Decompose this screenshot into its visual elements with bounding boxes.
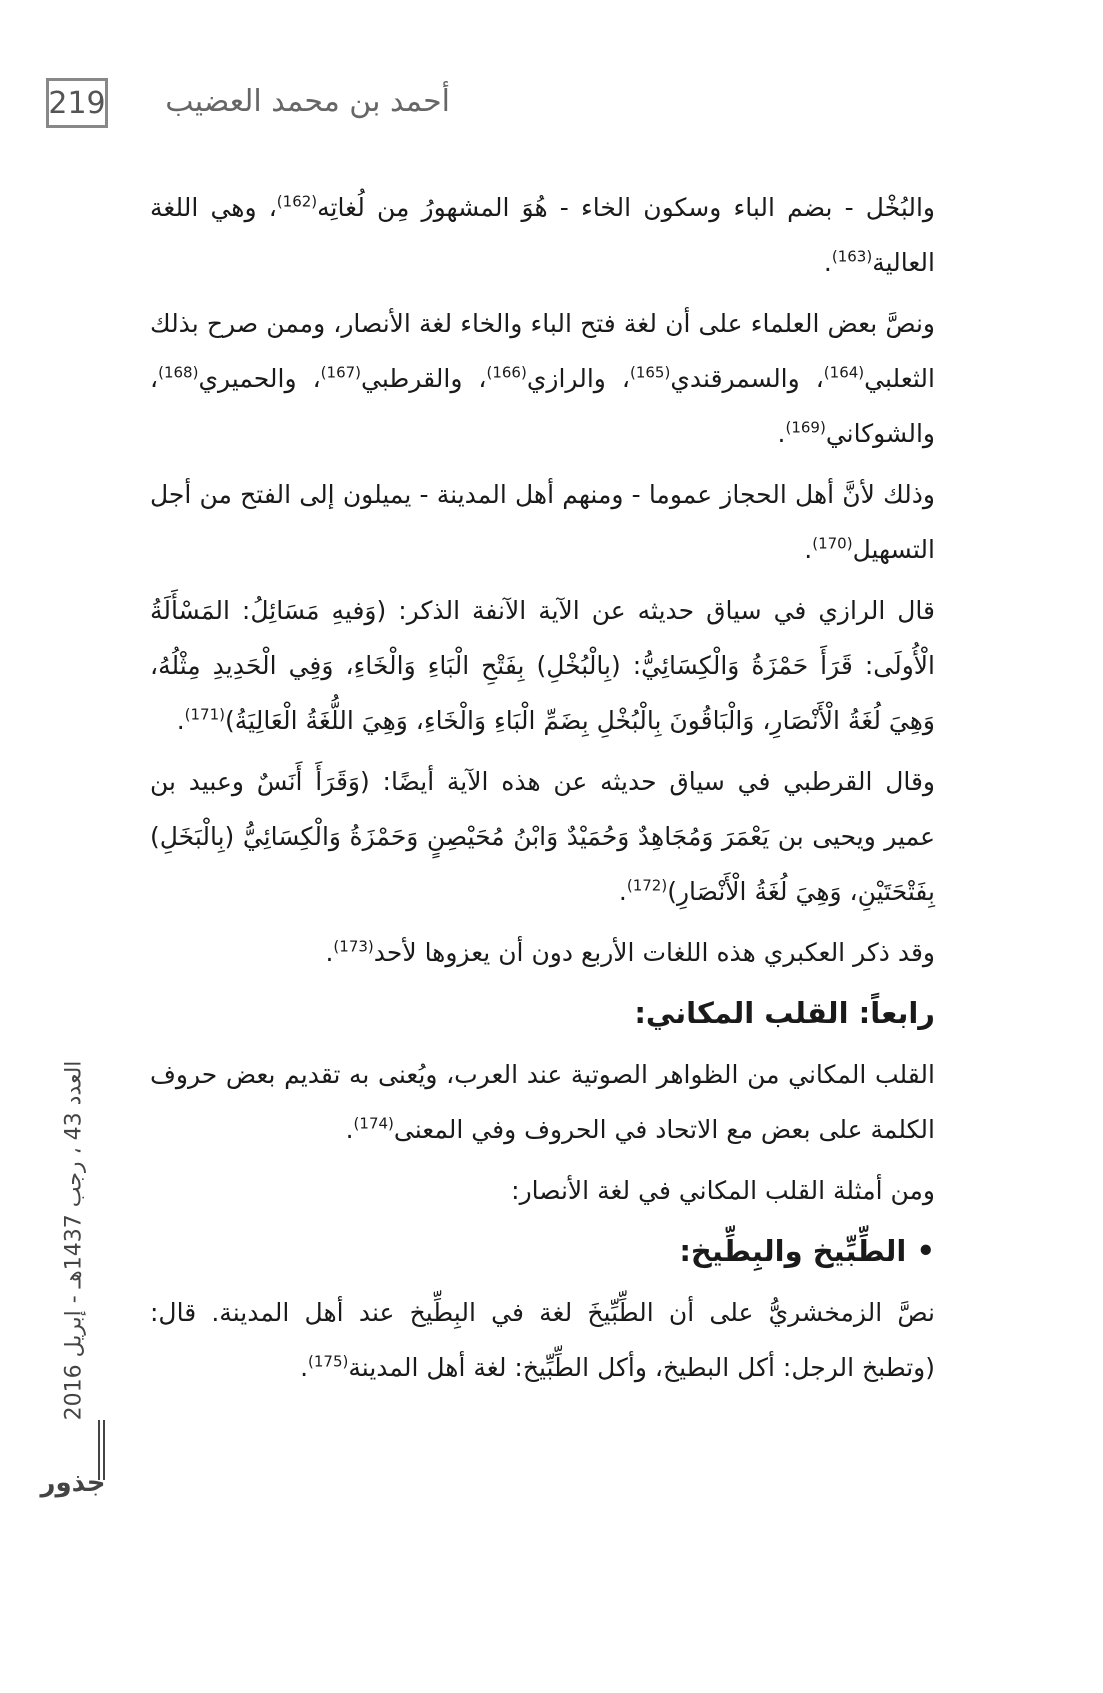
footnote-ref: (166) [486, 363, 527, 382]
running-header-author: أحمد بن محمد العضيب [165, 84, 450, 119]
footnote-ref: (162) [276, 192, 318, 211]
page-number: 219 [46, 78, 108, 128]
paragraph [150, 180, 935, 290]
paragraph [150, 467, 935, 577]
journal-logo: جذور [40, 1468, 106, 1498]
issue-info [44, 1040, 104, 1440]
text: ، والرازي [526, 364, 630, 393]
text: . [325, 938, 334, 967]
footnote-ref: (175) [308, 1352, 349, 1371]
footnote-ref: (164) [823, 363, 865, 382]
section-heading: رابعاً: القلب المكاني: [634, 996, 935, 1030]
footnote-ref: (169) [785, 418, 826, 437]
text: . [300, 1353, 309, 1382]
text: . [823, 248, 832, 277]
text: قال الرازي في سياق حديثه عن الآية الآنفة الذكر: (وَفيهِ مَسَائِلُ: المَسْأَلَةُ الْأُولَى: قَرَأَ حَمْزَةُ وَالْكِسَائِيُّ: (بِالْبُخْلِ) بِفَتْحِ الْبَاءِ وَالْخَاءِ، وَفِي الْحَدِيدِ مِثْلُهُ، وَهِيَ لُغَةُ الْأَنْصَارِ، وَالْبَاقُونَ بِالْبُخْلِ بِضَمِّ الْبَاءِ وَالْخَاءِ، وَهِيَ اللُّغَةُ الْعَالِيَةُ) [150, 596, 935, 735]
text: ، والشوكاني [150, 364, 935, 448]
footnote-ref: (172) [626, 876, 668, 895]
paragraph [150, 1285, 935, 1395]
footnote-ref: (173) [333, 937, 374, 956]
paragraph: ومن أمثلة القلب المكاني في لغة الأنصار: [511, 1176, 935, 1205]
text: ، وهي اللغة العالية [150, 193, 935, 277]
footnote-ref: (174) [353, 1114, 394, 1133]
text: . [804, 535, 813, 564]
footnote-ref: (168) [158, 363, 199, 382]
text: وقال القرطبي في سياق حديثه عن هذه الآية أيضًا: (وَقَرَأَ أَنَسٌ وعبيد بن عمير ويحيى بن يَعْمَرَ وَمُجَاهِدٌ وَحُمَيْدٌ وَابْنُ مُحَيْصِنٍ وَحَمْزَةُ وَالْكِسَائِيُّ (بِالْبَخَلِ) بِفَتْحَتَيْنِ، وَهِيَ لُغَةُ الْأَنْصَارِ) [150, 767, 935, 906]
footnote-ref: (165) [629, 363, 671, 382]
paragraph [150, 925, 935, 980]
issue-text: العدد 43 ، رجب 1437هـ - إبريل 2016 [61, 1060, 87, 1420]
paragraph [150, 583, 935, 748]
text: وقد ذكر العكبري هذه اللغات الأربع دون أن يعزوها لأحد [373, 938, 935, 967]
text: نصَّ الزمخشريُّ على أن الطِّبِّيخَ لغة في البِطِّيخ عند أهل المدينة. قال: (وتطبخ الرجل: أكل البطيخ، وأكل الطِّبِّيخ: لغة أهل المدينة [150, 1298, 935, 1382]
text: . [176, 706, 185, 735]
text: والبُخْل - بضم الباء وسكون الخاء - هُوَ المشهورُ مِن لُغاتِه [317, 193, 936, 222]
text: . [618, 877, 627, 906]
text: ونصَّ بعض العلماء على أن لغة فتح الباء والخاء لغة الأنصار، وممن صرح بذلك الثعلبي [150, 309, 935, 393]
text: القلب المكاني من الظواهر الصوتية عند العرب، ويُعنى به تقديم بعض حروف الكلمة على بعض مع الاتحاد في الحروف وفي المعنى [150, 1060, 935, 1144]
footnote-ref: (171) [184, 705, 225, 724]
paragraph [150, 1047, 935, 1157]
paragraph [150, 296, 935, 461]
text: وذلك لأنَّ أهل الحجاز عموما - ومنهم أهل المدينة - يميلون إلى الفتح من أجل التسهيل [150, 480, 935, 564]
text: ، والسمرقندي [670, 364, 824, 393]
footnote-ref: (167) [320, 363, 362, 382]
footnote-ref: (170) [812, 534, 853, 553]
text: . [777, 419, 786, 448]
footnote-ref: (163) [831, 247, 873, 266]
bullet-heading: • الطِّبِّيخ والبِطِّيخ: [679, 1234, 935, 1268]
text: ، والحميري [198, 364, 321, 393]
paragraph [150, 754, 935, 919]
text: ، والقرطبي [361, 364, 487, 393]
article-body [150, 180, 935, 1401]
text: . [345, 1115, 354, 1144]
